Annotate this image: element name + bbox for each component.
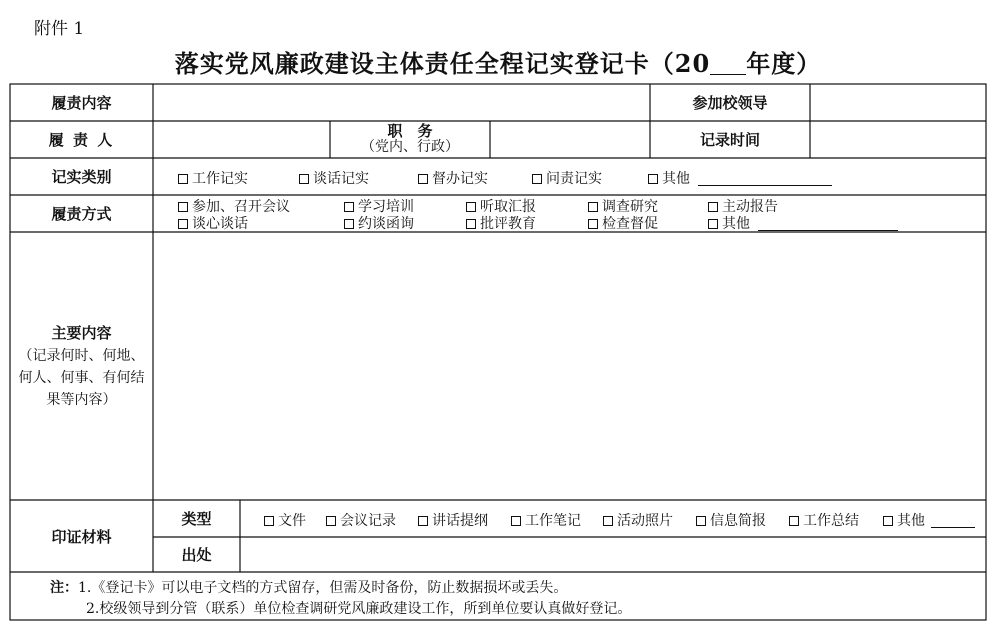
option-text: 学习培训 <box>358 199 414 215</box>
position-sub: （党内、行政） <box>361 139 459 155</box>
attachment-label: 附件 1 <box>34 19 85 39</box>
checkbox[interactable] <box>344 202 354 212</box>
option-text: 其他 <box>662 171 690 187</box>
type-option[interactable] <box>789 510 859 530</box>
checkbox[interactable] <box>883 516 893 526</box>
note-prefix: 注： <box>50 580 78 596</box>
position-label-cell <box>330 121 490 158</box>
position-field[interactable] <box>490 121 650 158</box>
checkbox[interactable] <box>178 202 188 212</box>
checkbox[interactable] <box>299 174 309 184</box>
type-option[interactable] <box>883 510 975 530</box>
category-option[interactable] <box>299 168 369 188</box>
option-text: 主动报告 <box>722 199 778 215</box>
option-text: 讲话提纲 <box>432 513 488 529</box>
method-option[interactable] <box>466 213 536 233</box>
category-option[interactable] <box>532 168 602 188</box>
evidence-label: 印证材料 <box>51 527 112 546</box>
checkbox[interactable] <box>466 202 476 212</box>
option-text: 谈心谈话 <box>192 216 248 232</box>
note-text: 1.《登记卡》可以电子文档的方式留存，但需及时备份，防止数据损坏或丢失。 <box>78 580 568 596</box>
option-text: 其他 <box>722 216 750 232</box>
option-text: 工作记实 <box>192 171 248 187</box>
title-suffix: 年度） <box>746 49 822 78</box>
main-label: 主要内容 <box>51 323 112 342</box>
checkbox[interactable] <box>588 219 598 229</box>
time-label: 记录时间 <box>699 131 760 149</box>
option-text: 听取汇报 <box>480 199 536 215</box>
checkbox[interactable] <box>648 174 658 184</box>
method-option[interactable] <box>344 213 414 233</box>
content-field[interactable] <box>153 84 650 121</box>
type-option[interactable] <box>603 510 673 530</box>
leader-label: 参加校领导 <box>692 94 768 112</box>
option-text: 会议记录 <box>340 513 396 529</box>
position-label: 职 务 <box>387 122 433 140</box>
checkbox[interactable] <box>466 219 476 229</box>
checkbox[interactable] <box>344 219 354 229</box>
option-text: 活动照片 <box>617 513 673 529</box>
option-text: 文件 <box>278 513 306 529</box>
source-label: 出处 <box>181 546 212 564</box>
type-label: 类型 <box>181 510 212 528</box>
option-text: 问责记实 <box>546 171 602 187</box>
person-label: 履 责 人 <box>48 131 115 149</box>
main-content-field[interactable] <box>153 232 986 500</box>
option-text: 谈话记实 <box>313 171 369 187</box>
time-field[interactable] <box>810 121 986 158</box>
content-label: 履责内容 <box>51 94 112 112</box>
note-line-2: 2.校级领导到分管（联系）单位检查调研党风廉政建设工作，所到单位要认真做好登记。 <box>86 601 632 617</box>
person-field[interactable] <box>153 121 330 158</box>
other-blank[interactable] <box>698 171 832 186</box>
checkbox[interactable] <box>264 516 274 526</box>
leader-field[interactable] <box>810 84 986 121</box>
other-blank[interactable] <box>758 216 898 231</box>
checkbox[interactable] <box>588 202 598 212</box>
option-text: 工作总结 <box>803 513 859 529</box>
option-text: 督办记实 <box>432 171 488 187</box>
checkbox[interactable] <box>696 516 706 526</box>
category-option[interactable] <box>418 168 488 188</box>
category-option[interactable] <box>648 168 832 188</box>
method-option[interactable] <box>588 213 658 233</box>
method-option[interactable] <box>708 213 898 233</box>
type-option[interactable] <box>264 510 306 530</box>
other-blank[interactable] <box>931 513 975 528</box>
category-label: 记实类别 <box>51 168 112 186</box>
note-line-1 <box>50 577 567 597</box>
checkbox[interactable] <box>418 516 428 526</box>
title-text: 落实党风廉政建设主体责任全程记实登记卡（20 <box>174 49 711 78</box>
type-option[interactable] <box>326 510 396 530</box>
checkbox[interactable] <box>178 174 188 184</box>
checkbox[interactable] <box>326 516 336 526</box>
checkbox[interactable] <box>603 516 613 526</box>
type-option[interactable] <box>696 510 766 530</box>
checkbox[interactable] <box>178 219 188 229</box>
checkbox[interactable] <box>532 174 542 184</box>
checkbox[interactable] <box>418 174 428 184</box>
option-text: 约谈函询 <box>358 216 414 232</box>
method-option[interactable] <box>178 213 248 233</box>
option-text: 调查研究 <box>602 199 658 215</box>
option-text: 参加、召开会议 <box>192 199 290 215</box>
checkbox[interactable] <box>789 516 799 526</box>
type-option[interactable] <box>511 510 581 530</box>
checkbox[interactable] <box>511 516 521 526</box>
checkbox[interactable] <box>708 202 718 212</box>
main-hint: （记录何时、何地、何人、何事、有何结果等内容） <box>18 347 145 408</box>
type-option[interactable] <box>418 510 488 530</box>
option-text: 批评教育 <box>480 216 536 232</box>
option-text: 信息简报 <box>710 513 766 529</box>
checkbox[interactable] <box>708 219 718 229</box>
source-field[interactable] <box>240 537 986 572</box>
category-option[interactable] <box>178 168 248 188</box>
method-label: 履责方式 <box>51 205 112 223</box>
option-text: 检查督促 <box>602 216 658 232</box>
main-label-cell <box>10 232 153 500</box>
option-text: 工作笔记 <box>525 513 581 529</box>
option-text: 其他 <box>897 513 925 529</box>
